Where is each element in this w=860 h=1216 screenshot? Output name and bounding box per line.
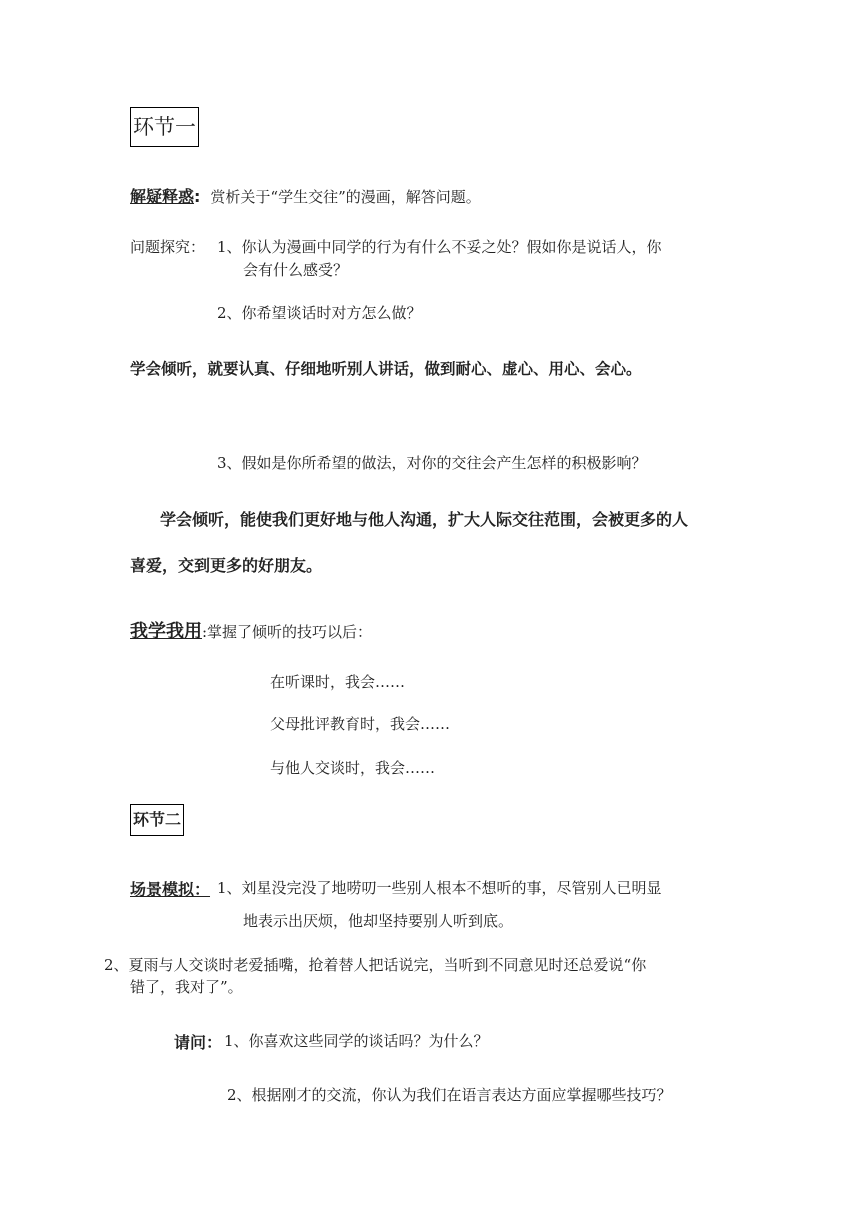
usage-item: 与他人交谈时，我会…… (270, 759, 436, 777)
ask-question-2: 2、根据刚才的交流，你认为我们在语言表达方面应掌握哪些技巧？ (227, 1086, 672, 1104)
woxue-label: 我学我用 (130, 621, 202, 642)
question-label: 问题探究： (130, 238, 206, 256)
usage-item: 在听课时，我会…… (270, 673, 406, 691)
question-1-line2: 会有什么感受？ (243, 261, 349, 279)
ask-question-1: 1、你喜欢这些同学的谈话吗？为什么？ (224, 1032, 489, 1050)
answer-1: 学会倾听，就要认真、仔细地听别人讲话，做到耐心、虚心、用心、会心。 (130, 360, 642, 378)
scene-case-2-line1: 2、夏雨与人交谈时老爱插嘴，抢着替人把话说完，当听到不同意见时还总爱说“你 (104, 956, 647, 974)
jieyi-colon: : (194, 187, 201, 206)
scene-label: 场景模拟： (130, 880, 211, 899)
section2-heading: 环节二 (130, 804, 184, 836)
woxue-text: :掌握了倾听的技巧以后： (202, 623, 373, 641)
usage-item: 父母批评教育时，我会…… (270, 715, 451, 733)
section1-heading: 环节一 (130, 107, 199, 147)
scene-case-1-line2: 地表示出厌烦，他却坚持要别人听到底。 (243, 912, 514, 930)
jieyi-text: 赏析关于“学生交往”的漫画，解答问题。 (210, 188, 481, 206)
question-1-line1: 1、你认为漫画中同学的行为有什么不妥之处？假如你是说话人，你 (217, 238, 662, 256)
jieyi-line (130, 184, 481, 207)
answer-2-line1: 学会倾听，能使我们更好地与他人沟通，扩大人际交往范围，会被更多的人 (160, 510, 689, 529)
ask-label: 请问： (174, 1033, 223, 1052)
question-2: 2、你希望谈话时对方怎么做？ (217, 304, 422, 322)
question-3: 3、假如是你所希望的做法，对你的交往会产生怎样的积极影响？ (217, 454, 647, 472)
answer-2-line2: 喜爱，交到更多的好朋友。 (130, 556, 323, 575)
scene-case-1-line1: 1、刘星没完没了地唠叨一些别人根本不想听的事，尽管别人已明显 (217, 879, 662, 897)
scene-case-2-line2: 错了，我对了”。 (130, 978, 243, 996)
jieyi-label: 解疑释惑 (130, 187, 195, 206)
woxue-line (130, 617, 372, 643)
